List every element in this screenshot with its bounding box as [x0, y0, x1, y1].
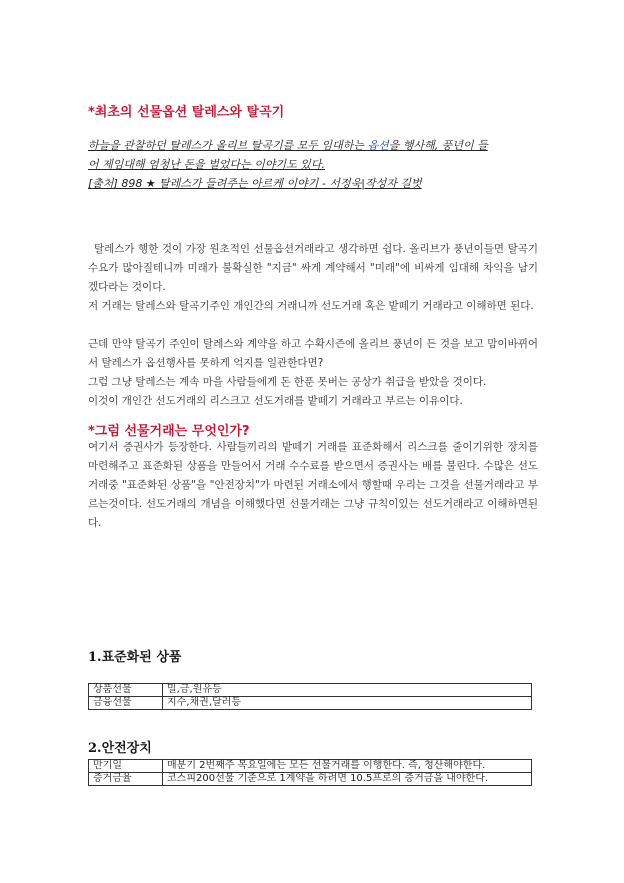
- table-cell-key: 금융선물: [89, 697, 163, 710]
- quote-block: [88, 136, 538, 193]
- table-row: [89, 684, 532, 697]
- quote-line-2: 어 제임대해 엄청난 돈을 벌었다는 이야기도 있다.: [88, 158, 325, 171]
- paragraph-thales-1: 탈레스가 행한 것이 가장 원초적인 선물옵션거래라고 생각하면 쉽다. 올리브가 풍년이들면 탈곡기 수요가 많아질테니까 미래가 불확실한 "지금" 싸게 계약해서 "미래"에 비싸게 임대해 차익을 남기겠다라는 것이다.: [88, 243, 538, 293]
- table-cell-key: 증거금율: [89, 773, 163, 786]
- table-cell-key: 만기일: [89, 760, 163, 773]
- paragraph-thales-4: 그럼 그냥 탈레스는 계속 마을 사람들에게 돈 한푼 못버는 공상가 취급을 받았을 것이다.: [88, 376, 487, 388]
- paragraph-futures: 여기서 증권사가 등장한다. 사람들끼리의 밭떼기 거래를 표준화해서 리스크를 줄이기위한 장치를 마련해주고 표준화된 상품을 만들어서 거래 수수료를 받으면서 증권사는 배를 불린다. 수많은 선도거래중 "표준화된 상품"을 "안전장치"가 마련된 거래소에서 행할때 우리는 그것을 선물거래라고 부르는것이다. 선도거래의 개념을 이해했다면 선물거래는 그냥 규칙이있는 선도거래라고 이해하면된다.: [88, 441, 538, 529]
- section-title-futures: *그럼 선물거래는 무엇인가?: [88, 424, 250, 439]
- quote-source: [출처] 898 ★ 탈레스가 들려주는 아르케 이야기 - 서정욱|작성자 길벗: [88, 177, 422, 190]
- option-link[interactable]: 옵션: [367, 139, 389, 152]
- paragraph-thales-3: 근데 만약 탈곡기 주인이 탈레스와 계약을 하고 수확시즌에 올리브 풍년이 든 것을 보고 맘이바뀌어서 탈레스가 옵션행사를 못하게 억지를 일관한다면?: [88, 338, 538, 369]
- products-table: [88, 683, 532, 710]
- safety-table: [88, 759, 532, 786]
- products-title: 1.표준화된 상품: [88, 650, 182, 665]
- safety-title: 2.안전장치: [88, 741, 152, 756]
- table-row: [89, 773, 532, 786]
- table-cell-value: 지수,채권,달러등: [163, 697, 532, 710]
- quote-line-1: [88, 136, 538, 155]
- paragraph-thales-5: 이것이 개인간 선도거래의 리스크고 선도거래를 밭떼기 거래라고 부르는 이유이다.: [88, 395, 463, 407]
- table-row: [89, 697, 532, 710]
- table-cell-value: 매분기 2번째주 목요일에는 모든 선물거래를 이행한다. 즉, 청산해야한다.: [163, 760, 532, 773]
- table-cell-value: 밀,금,원유등: [163, 684, 532, 697]
- quote-text: 하늘을 관찰하던 탈레스가 올리브 탈곡기를 모두 임대하는: [88, 139, 368, 152]
- paragraph-thales-2: 저 거래는 탈레스와 탈곡기주인 개인간의 거래니까 선도거래 혹은 밭떼기 거래라고 이해하면 된다.: [88, 300, 534, 312]
- quote-text: 을 행사해, 풍년이 들: [388, 139, 488, 152]
- section-title-thales: *최초의 선물옵션 탈레스와 탈곡기: [88, 105, 285, 120]
- table-cell-value: 코스피200선물 기준으로 1계약을 하려면 10.5프로의 증거금을 내야한다.: [163, 773, 532, 786]
- table-cell-key: 상품선물: [89, 684, 163, 697]
- table-row: [89, 760, 532, 773]
